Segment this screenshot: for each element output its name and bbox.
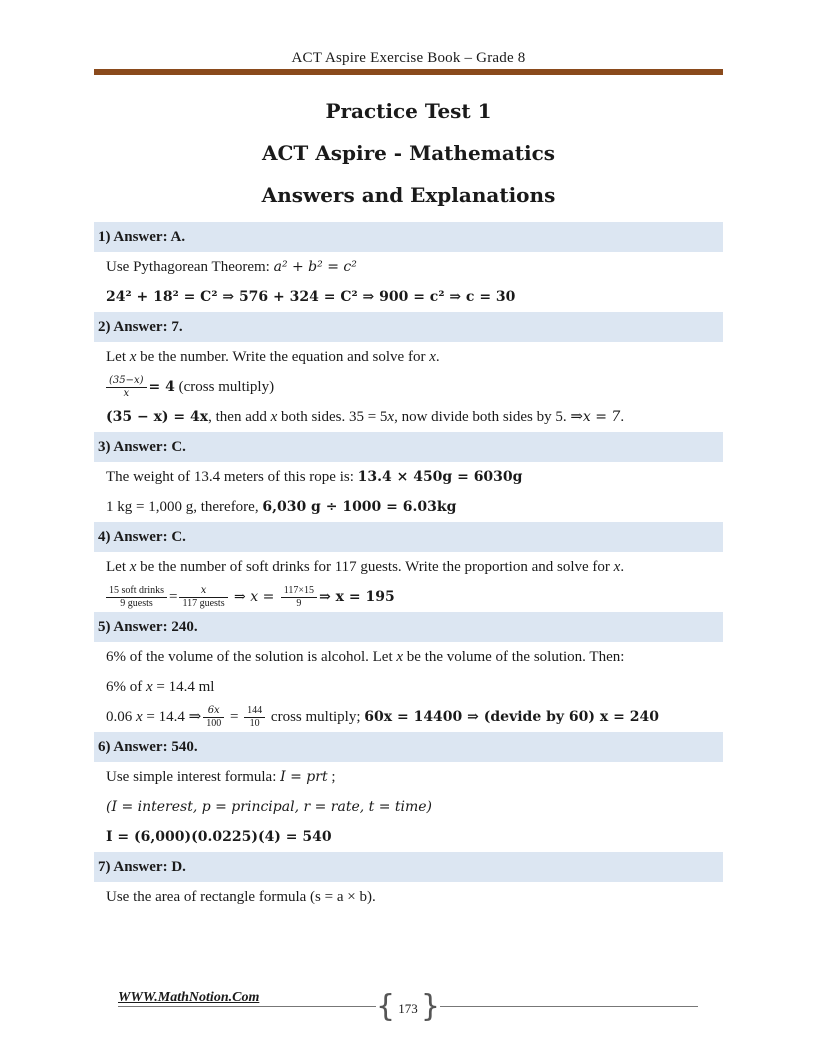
header-rule [94, 69, 723, 75]
equation: ⇒ x = [229, 589, 279, 605]
footer-website[interactable]: WWW.MathNotion.Com [118, 990, 260, 1005]
fraction-soft-drinks-per-guests [106, 585, 167, 610]
equation: I = (6,000)(0.0225)(4) = 540 [106, 829, 332, 845]
fraction-numerator: (35−x) [106, 375, 147, 388]
var-x: x [146, 679, 153, 695]
text: ; [327, 769, 336, 785]
page-number-box [376, 989, 440, 1024]
text: Use simple interest formula: [106, 769, 281, 785]
fraction-numerator: 6x [203, 705, 224, 718]
var-x: x [129, 349, 137, 365]
answer-2-heading: 2) Answer: 7. [94, 312, 723, 342]
fraction-denominator: x [123, 388, 130, 400]
text: cross multiply; [267, 709, 365, 725]
answer-1-text: Use Pythagorean Theorem: [106, 259, 274, 275]
fraction-numerator: x [179, 585, 227, 598]
text: . [435, 349, 440, 365]
note: (cross multiply) [174, 379, 275, 395]
answer-5-line-3 [94, 702, 723, 732]
answer-5-heading: 5) Answer: 240. [94, 612, 723, 642]
pythagorean-formula: a² + b² = c² [273, 259, 357, 275]
text: 6% of [106, 679, 146, 695]
answer-1-calculation: 24² + 18² = C² ⇒ 576 + 324 = C² ⇒ 900 = c² ⇒ c = 30 [106, 289, 516, 305]
var-x: x [136, 709, 143, 725]
result: x = 7 [582, 409, 621, 425]
answer-6-line-3 [94, 822, 723, 852]
answer-2-line-1 [94, 342, 723, 372]
variable-definitions: (I = interest, p = principal, r = rate, t = time) [106, 799, 433, 815]
var-x: x [613, 559, 621, 575]
text: . [620, 559, 625, 575]
fraction-denominator: 117 guests [182, 598, 225, 610]
equation: 6,030 g ÷ 1000 = 6.03kg [262, 499, 457, 515]
equation: 60x = 14400 ⇒ (devide by 60) x = 240 [364, 709, 659, 725]
fraction-denominator: 9 [296, 598, 302, 610]
answers-content [94, 222, 723, 912]
answer-1-line-1 [94, 252, 723, 282]
text: The weight of 13.4 meters of this rope is: [106, 469, 358, 485]
answer-4-line-2 [94, 582, 723, 612]
bracket-left-icon: { [376, 989, 396, 1024]
title-practice-test: Practice Test 1 [325, 99, 492, 123]
fraction-117x15-over-9 [281, 585, 317, 610]
fraction-x-per-117-guests [179, 585, 227, 610]
text: be the number of soft drinks for 117 guests. Write the proportion and solve for [136, 559, 614, 575]
fraction-denominator: 9 guests [120, 598, 153, 610]
text: be the number. Write the equation and solve for [136, 349, 430, 365]
answer-4-line-1 [94, 552, 723, 582]
answer-3-line-2 [94, 492, 723, 522]
text: Let [106, 349, 130, 365]
answer-5-line-1 [94, 642, 723, 672]
text: both sides. 35 = 5 [277, 409, 388, 425]
answer-5-line-2 [94, 672, 723, 702]
text: Let [106, 559, 130, 575]
answer-4-heading: 4) Answer: C. [94, 522, 723, 552]
fraction-6x-over-100 [203, 705, 224, 730]
answer-6-heading: 6) Answer: 540. [94, 732, 723, 762]
title-answers: Answers and Explanations [261, 183, 556, 207]
text: 6% of the volume of the solution is alcohol. Let [106, 649, 397, 665]
answer-7-heading: 7) Answer: D. [94, 852, 723, 882]
running-header: ACT Aspire Exercise Book – Grade 8 [291, 50, 526, 66]
answer-1-heading: 1) Answer: A. [94, 222, 723, 252]
answer-6-line-1 [94, 762, 723, 792]
fraction-numerator: 15 soft drinks [106, 585, 167, 598]
fraction-denominator: 10 [249, 718, 260, 730]
var-x: x [429, 349, 436, 365]
equals: = [226, 709, 243, 725]
answer-6-line-2 [94, 792, 723, 822]
text: , then add [208, 409, 271, 425]
text: 0.06 [106, 709, 136, 725]
title-block [94, 96, 723, 222]
answer-3-heading: 3) Answer: C. [94, 432, 723, 462]
fraction-denominator: 100 [206, 718, 222, 730]
answer-3-line-1 [94, 462, 723, 492]
text: . [620, 409, 625, 425]
equation: 13.4 × 450g = 6030g [357, 469, 523, 485]
interest-formula: I = prt [280, 769, 328, 785]
var-x: x [387, 409, 395, 425]
bracket-right-icon: } [420, 989, 440, 1024]
text: be the volume of the solution. Then: [403, 649, 625, 665]
answer-7-line-1 [94, 882, 723, 912]
equation: = 4 [148, 379, 175, 395]
text: Use the area of rectangle formula (s = a × b). [106, 889, 376, 905]
answer-2-line-3 [94, 402, 723, 432]
text: = 14.4 ⇒ [142, 709, 202, 725]
fraction-144-over-10 [244, 705, 265, 730]
page-number: 173 [398, 1001, 418, 1016]
var-x: x [270, 409, 278, 425]
result: ⇒ x = 195 [319, 589, 395, 605]
fraction-35-minus-x-over-x [106, 375, 147, 400]
equals: = [169, 589, 178, 605]
answer-2-line-2 [94, 372, 723, 402]
fraction-numerator: 144 [244, 705, 265, 718]
title-subject: ACT Aspire - Mathematics [261, 141, 556, 165]
equation: (35 − x) = 4x [106, 409, 209, 425]
text: , now divide both sides by 5. ⇒ [394, 409, 583, 425]
var-x: x [396, 649, 404, 665]
var-x: x [129, 559, 137, 575]
fraction-numerator: 117×15 [281, 585, 317, 598]
answer-1-line-2 [94, 282, 723, 312]
text: 1 kg = 1,000 g, therefore, [106, 499, 263, 515]
text: = 14.4 ml [152, 679, 215, 695]
